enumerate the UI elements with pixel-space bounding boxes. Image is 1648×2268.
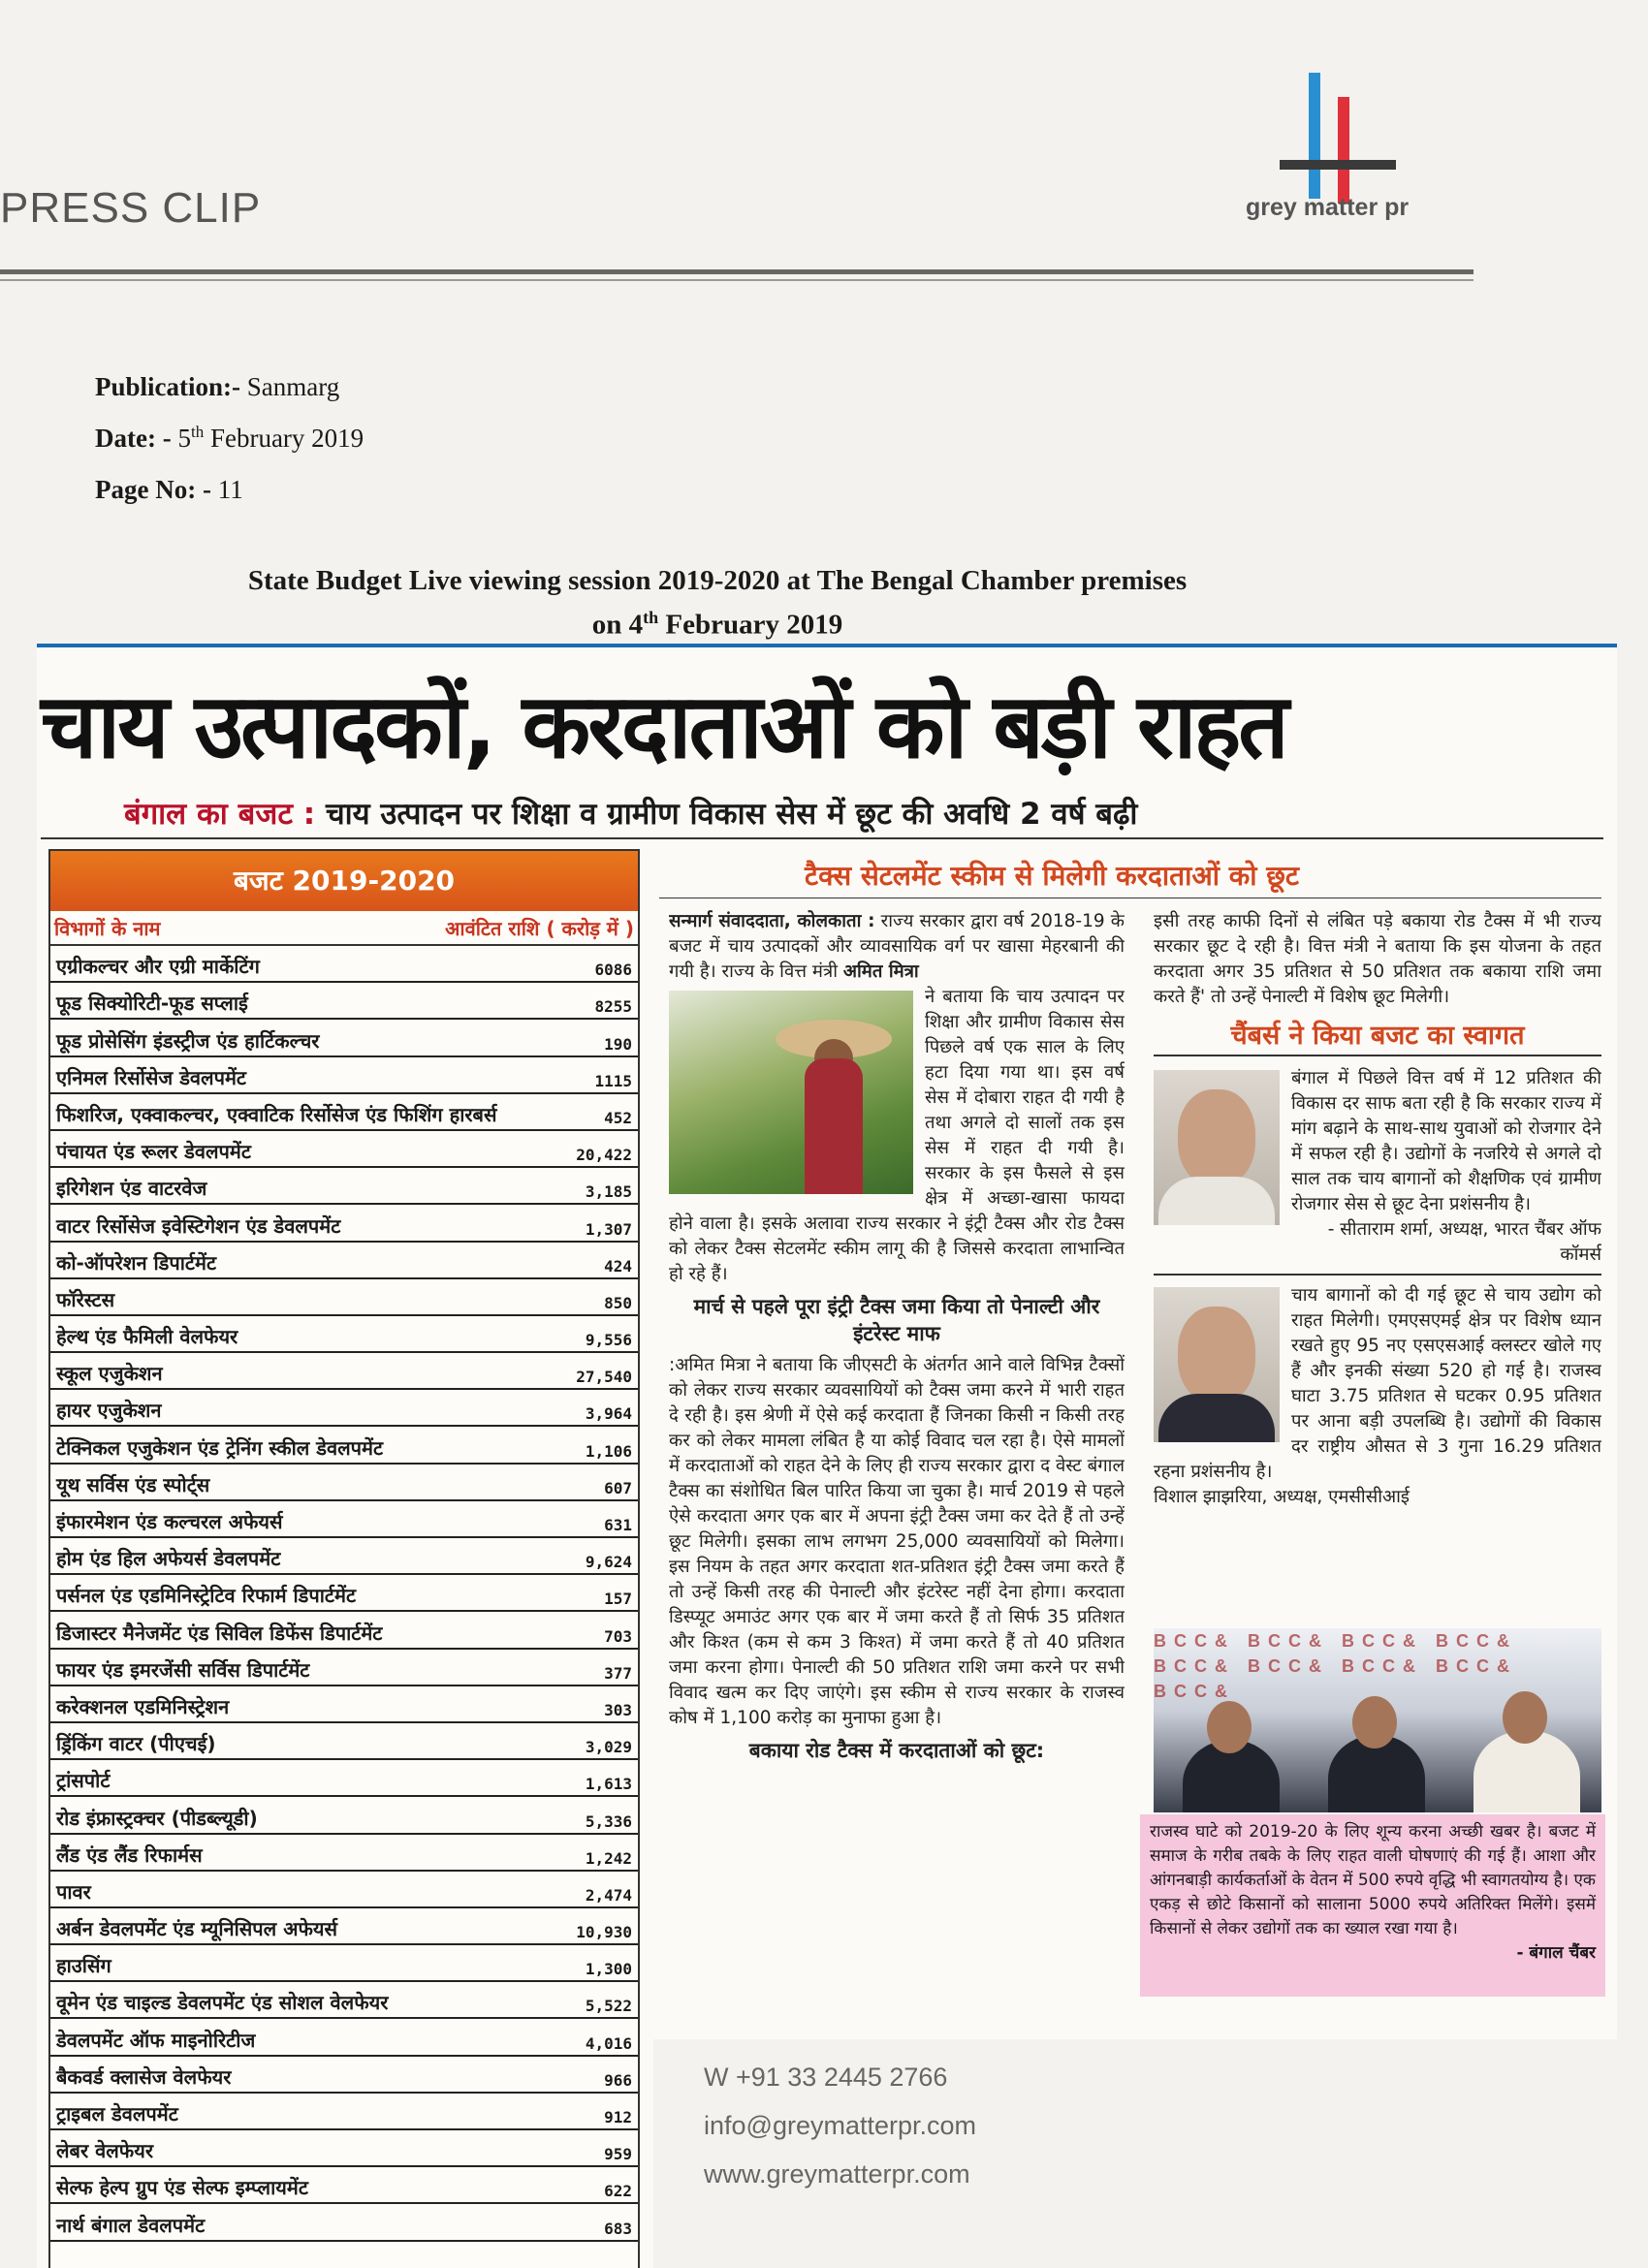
article-subhead [124,793,1137,834]
date-day: 5 [177,424,191,453]
allocation-value: 1,242 [585,1848,632,1868]
budget-row [50,1243,638,1279]
department-name: एनिमल रिर्सोसेज डेवलपमेंट [56,1065,246,1089]
department-name: सेल्फ हेल्प ग्रुप एंड सेल्फ इम्प्लायमेंट [56,2176,308,2200]
col1-para-1: राज्य सरकार द्वारा वर्ष 2018-19 के बजट में चाय उत्पादकों और व्यावसायिक वर्ग पर खासा मेहरबानी की गयी है। राज्य के वित्त मंत्री [669,911,1125,982]
allocation-value: 1,106 [585,1441,632,1461]
budget-row [50,1094,638,1131]
subhead-divider [41,837,1603,839]
caption-line-2-pre: on 4 [591,609,644,641]
allocation-value: 912 [604,2108,632,2126]
allocation-value: 966 [604,2070,632,2090]
budget-row [50,2204,638,2241]
department-name: फॉरेस्टस [56,1287,115,1311]
article-headline: चाय उत्पादकों, करदाताओं को बड़ी राहत [41,675,1286,778]
date-rest: February 2019 [209,424,364,453]
department-name: डिजास्टर मैनेजमेंट एंड सिविल डिफेंस डिपार्टमेंट [56,1621,383,1645]
department-name: फिशरिज, एक्वाकल्चर, एक्वाटिक रिर्सोसेज एंड फिशिंग हारबर्स [56,1102,497,1126]
budget-row [50,1205,638,1242]
event-photo [1154,1628,1601,1812]
date-suffix: th [190,423,205,441]
contact-email: info@greymatterpr.com [704,2111,977,2140]
department-name: यूथ सर्विस एंड स्पोर्ट्स [56,1472,210,1496]
allocation-value: 377 [604,1663,632,1683]
byline: सन्मार्ग संवाददाता, कोलकाता : [669,911,875,931]
allocation-value: 703 [604,1626,632,1646]
budget-row [50,1575,638,1612]
allocation-value: 20,422 [576,1146,632,1165]
allocation-value: 424 [604,1256,632,1276]
allocation-value: 190 [604,1034,632,1054]
budget-row [50,1982,638,2019]
section-headline: टैक्स सेटलमेंट स्कीम से मिलेगी करदाताओं को छूट [805,860,1299,892]
budget-row [50,1908,638,1945]
allocation-value: 452 [604,1108,632,1127]
department-name: इंफारमेशन एंड कल्चरल अफेयर्स [56,1510,283,1533]
logo-text: grey matter pr [1246,194,1410,221]
department-name: ट्रांसपोर्ट [56,1769,111,1793]
date-line [95,423,364,454]
budget-row [50,1390,638,1427]
allocation-value: 8255 [594,997,632,1017]
department-name: स्कूल एजुकेशन [56,1362,163,1386]
budget-table [48,849,640,2268]
contact-phone: W +91 33 2445 2766 [704,2063,948,2092]
budget-row [50,2094,638,2130]
budget-row [50,1650,638,1686]
publication-line [95,372,339,402]
vishal-jhajharia-photo [1154,1287,1280,1442]
allocation-value: 3,964 [585,1404,632,1424]
allocation-value: 683 [604,2219,632,2238]
minister-name: अमित मित्रा [842,961,919,982]
department-name: फूड सिक्योरिटी-फूड सप्लाई [56,992,248,1016]
department-name: टेक्निकल एजुकेशन एंड ट्रेनिंग स्कील डेवलपमेंट [56,1435,384,1460]
publication-label: Publication:- [95,372,241,401]
allocation-value: 622 [604,2182,632,2201]
budget-row [50,1760,638,1797]
bengal-chamber-source: - बंगाल चैंबर [1516,1943,1596,1963]
allocation-value: 303 [604,1700,632,1719]
department-name: रोड इंफ्रास्ट्रक्चर (पीडब्ल्यूडी) [56,1806,258,1830]
department-name: लेबर वेलफेयर [56,2139,154,2163]
department-name: एग्रीकल्चर और एग्री मार्केटिंग [56,955,260,979]
allocation-value: 850 [604,1293,632,1312]
bengal-chamber-box [1140,1814,1605,1997]
budget-row [50,1835,638,1872]
department-name: पावर [56,1879,91,1904]
col2-para-1: इसी तरह काफी दिनों से लंबित पड़े बकाया रोड टैक्स में भी राज्य सरकार छूट दे रही है। वित्त मंत्री ने बताया कि इस योजना के तहत करदाता अगर 35 प्रतिशत से 50 प्रतिशत तक बकाया राशि जमा करते हैं' तो उन्हें पेनाल्टी में विशेष छूट मिलेगी। [1154,911,1601,1007]
col1-subhead-2: बकाया रोड टैक्स में करदाताओं को छूट: [748,1739,1045,1762]
allocation-value: 27,540 [576,1368,632,1387]
col1-para-2: :अमित मित्रा ने बताया कि जीएसटी के अंतर्गत आने वाले विभिन्न टैक्सों को लेकर राज्य सरकार व्यवसायियों को टैक्स जमा करने में भारी राहत दे रही है। इस श्रेणी में ऐसे कई करदाता हैं जिनका किसी न किसी तरह कर को लेकर मामला लंबित है या कोई विवाद चल रहा है। ऐसे मामलों में करदाताओं को राहत देने के लिए ही राज्य सरकार द्वारा द वेस्ट बंगाल टैक्स का संशोधित बिल पारित किया जा चुका है। मार्च 2019 से पहले ऐसे करदाता अगर एक बार में अपना इंट्री टैक्स जमा कर देते हैं तो उन्हें छूट मिलेगी। इसका लाभ लगभग 25,000 व्यवसायियों को मिलेगा। इस नियम के तहत अगर करदाता शत-प्रतिशत इंट्री टैक्स जमा करते हैं तो उन्हें किसी तरह की पेनाल्टी और इंटरेस्ट नहीं देना होगा। करदाता डिस्प्यूट अमाउंट अगर एक बार में जमा करते हैं तो सिर्फ 35 प्रतिशत और किश्त (कम से कम 3 किश्त) में जमा करते हैं तो 40 प्रतिशत जमा करना होगा। पेनाल्टी की 50 प्रतिशत राशि जमा करने पर सभी विवाद खत्म कर दिए जाएंगे। इस स्कीम से राज्य सरकार के राजस्व कोष में 1,100 करोड़ का मुनाफा हुआ है। [669,1355,1125,1728]
contact-website: www.greymatterpr.com [704,2159,970,2189]
event-banner-text: BCC& BCC& BCC& BCC& BCC& BCC& BCC& BCC& BCC& [1154,1631,1517,1701]
department-name: इरिगेशन एंड वाटरवेज [56,1177,207,1201]
allocation-value: 1,300 [585,1960,632,1979]
page-line [95,475,243,505]
allocation-value: 10,930 [576,1923,632,1942]
budget-row [50,946,638,983]
publication-value: Sanmarg [246,372,340,401]
department-name: फूड प्रोसेसिंग इंडस्ट्रीज एंड हार्टिकल्चर [56,1028,320,1053]
subhead-text: चाय उत्पादन पर शिक्षा व ग्रामीण विकास सेस में छूट की अवधि 2 वर्ष बढ़ी [325,797,1138,832]
allocation-value: 959 [604,2145,632,2164]
budget-row [50,1686,638,1723]
date-label: Date: - [95,424,172,453]
budget-row [50,1501,638,1538]
budget-row [50,1612,638,1649]
department-name: पंचायत एंड रूलर डेवलपमेंट [56,1140,251,1164]
allocation-value: 5,336 [585,1811,632,1831]
budget-row [50,1465,638,1501]
allocation-value: 9,556 [585,1331,632,1350]
department-name: हाउसिंग [56,1954,111,1978]
budget-row [50,1279,638,1316]
department-name: को-ऑपरेशन डिपार्टमेंट [56,1250,217,1275]
department-name: लैंड एंड लैंड रिफार्मस [56,1843,203,1867]
allocation-value: 157 [604,1590,632,1609]
department-name: होम एंड हिल अफेयर्स डेवलपमेंट [56,1547,281,1571]
allocation-value: 9,624 [585,1553,632,1572]
budget-table-title: बजट 2019-2020 [50,851,638,911]
budget-row [50,1020,638,1056]
quote-2-attribution: विशाल झाझरिया, अध्यक्ष, एमसीसीआई [1154,1487,1410,1507]
department-name: ट्राइबल डेवलपमेंट [56,2102,178,2126]
column-department: विभागों के नाम [54,917,161,940]
bengal-chamber-text: राजस्व घाटे को 2019-20 के लिए शून्य करना अच्छी खबर है। बजट में समाज के गरीब तबके के लिए राहत वाली घोषणाएं की गई हैं। आशा और आंगनबाड़ी कार्यकर्ताओं के वेतन में 500 रुपये वृद्धि भी स्वागतयोग्य है। एक एकड़ से छोटे किसानों को सालाना 5000 रुपये अतिरिक्त मिलेंगे। इसमें किसानों से लेकर उद्योगों तक का ख्याल रखा गया है। [1150,1822,1596,1938]
quote-1-attribution: - सीताराम शर्मा, अध्यक्ष, भारत चैंबर ऑफ कॉमर्स [1154,1217,1601,1276]
quote-2: चाय बागानों को दी गई छूट से चाय उद्योग को राहत मिलेगी। एमएसएमई क्षेत्र पर विशेष ध्यान रखते हुए 95 नए एसएसआई क्लस्टर खोले गए हैं और इनकी संख्या 520 हो गई है। राजस्व घाटा 3.75 प्रतिशत से घटकर 0.95 प्रतिशत पर आना बड़ी उपलब्धि है। उद्योगों की विकास दर राष्ट्रीय औसत से 3 गुना 16.29 प्रतिशत रहना प्रशंसनीय है। [1154,1285,1601,1482]
department-name: करेक्शनल एडमिनिस्ट्रेशन [56,1694,230,1718]
col1-para-1b: ने बताया कि चाय उत्पादन पर शिक्षा और ग्रामीण विकास सेस पिछले वर्ष एक साल के लिए हटा दिया गया था। इस वर्ष सेस में दोबारा राहत दी गयी है तथा अगले दो सालों तक इस सेस में राहत दी गयी है। सरकार के इस फैसले से इस क्षेत्र में अच्छा-खासा फायदा होने वाला है। इसके अलावा राज्य सरकार ने इंट्री टैक्स और रोड टैक्स को लेकर टैक्स सेटलमेंट स्कीम लागू की है जिससे करदाता लाभान्वित हो रहे हैं। [669,987,1125,1284]
press-clip-label: PRESS CLIP [0,184,262,232]
allocation-value: 631 [604,1516,632,1534]
department-name: हेल्थ एंड फैमिली वेलफेयर [56,1325,238,1349]
department-name: वाटर रिर्सोसेज इवेस्टिगेशन एंड डेवलपमेंट [56,1213,341,1238]
allocation-value: 1,307 [585,1219,632,1239]
chambers-headline: चैंबर्स ने किया बजट का स्वागत [1154,1024,1601,1056]
allocation-value: 1,613 [585,1775,632,1794]
budget-row [50,1797,638,1834]
allocation-value: 6086 [594,961,632,980]
budget-row [50,2019,638,2056]
page-value: 11 [217,475,243,504]
budget-row [50,2130,638,2167]
department-name: ड्रिंकिंग वाटर (पीएचई) [56,1732,216,1756]
tea-plucker-photo [669,991,913,1194]
department-name: बैकवर्ड क्लासेज वेलफेयर [56,2064,232,2089]
page-label: Page No: - [95,475,211,504]
budget-rows [50,946,638,2242]
budget-row [50,1353,638,1390]
caption-line-2-sup: th [643,608,659,627]
department-name: हायर एजुकेशन [56,1399,162,1423]
sitaram-sharma-photo [1154,1070,1280,1225]
budget-row [50,983,638,1020]
budget-row [50,1538,638,1575]
department-name: अर्बन डेवलपमेंट एंड म्यूनिसिपल अफेयर्स [56,1917,338,1941]
department-name: वूमेन एंड चाइल्ड डेवलपमेंट एंड सोशल वेलफेयर [56,1991,389,2015]
allocation-value: 1115 [594,1071,632,1090]
budget-row [50,1945,638,1982]
caption-line-2-post: February 2019 [665,609,843,641]
budget-row [50,1427,638,1464]
budget-row [50,1131,638,1168]
header-rule-thin [0,279,1474,281]
header-rule [0,269,1474,274]
budget-row [50,2057,638,2094]
budget-table-header [50,911,638,946]
caption-line-2 [145,599,1289,644]
caption-line-1: State Budget Live viewing session 2019-2020 at The Bengal Chamber premises [247,565,1188,596]
department-name: फायर एंड इमरजेंसी सर्विस डिपार्टमेंट [56,1657,310,1682]
budget-row [50,1168,638,1205]
allocation-value: 2,474 [585,1885,632,1905]
department-name: डेवलपमेंट ऑफ माइनोरिटीज [56,2028,256,2052]
department-name: पर्सनल एंड एडमिनिस्ट्रेटिव रिफार्म डिपार्टमेंट [56,1584,357,1608]
quote-1: बंगाल में पिछले वित्त वर्ष में 12 प्रतिशत की विकास दर साफ बता रही है कि सरकार राज्य में मांग बढ़ाने के साथ-साथ युवाओं को रोजगार देने में सफल रही है। उद्योगों के नजरिये से अगले दो साल तक चाय बागानों को शैक्षणिक एवं ग्रामीण रोजगार सेस से छूट देना प्रशंसनीय है। [1291,1068,1601,1214]
allocation-value: 3,029 [585,1738,632,1757]
column-allocation: आवंटित राशि ( करोड़ में ) [445,917,634,940]
allocation-value: 4,016 [585,2033,632,2053]
article-column-1 [669,909,1125,1995]
department-name: नार्थ बंगाल डेवलपमेंट [56,2213,206,2237]
allocation-value: 5,522 [585,1997,632,2016]
budget-row [50,1057,638,1094]
allocation-value: 607 [604,1478,632,1497]
budget-row [50,1872,638,1908]
subhead-tag: बंगाल का बजट : [124,797,316,832]
budget-row [50,1723,638,1760]
budget-row [50,2167,638,2204]
allocation-value: 3,185 [585,1182,632,1202]
col1-subhead: मार्च से पहले पूरा इंट्री टैक्स जमा किया तो पेनाल्टी और इंटरेस्ट माफ [693,1295,1100,1345]
clip-caption [145,562,1289,644]
budget-row [50,1316,638,1353]
